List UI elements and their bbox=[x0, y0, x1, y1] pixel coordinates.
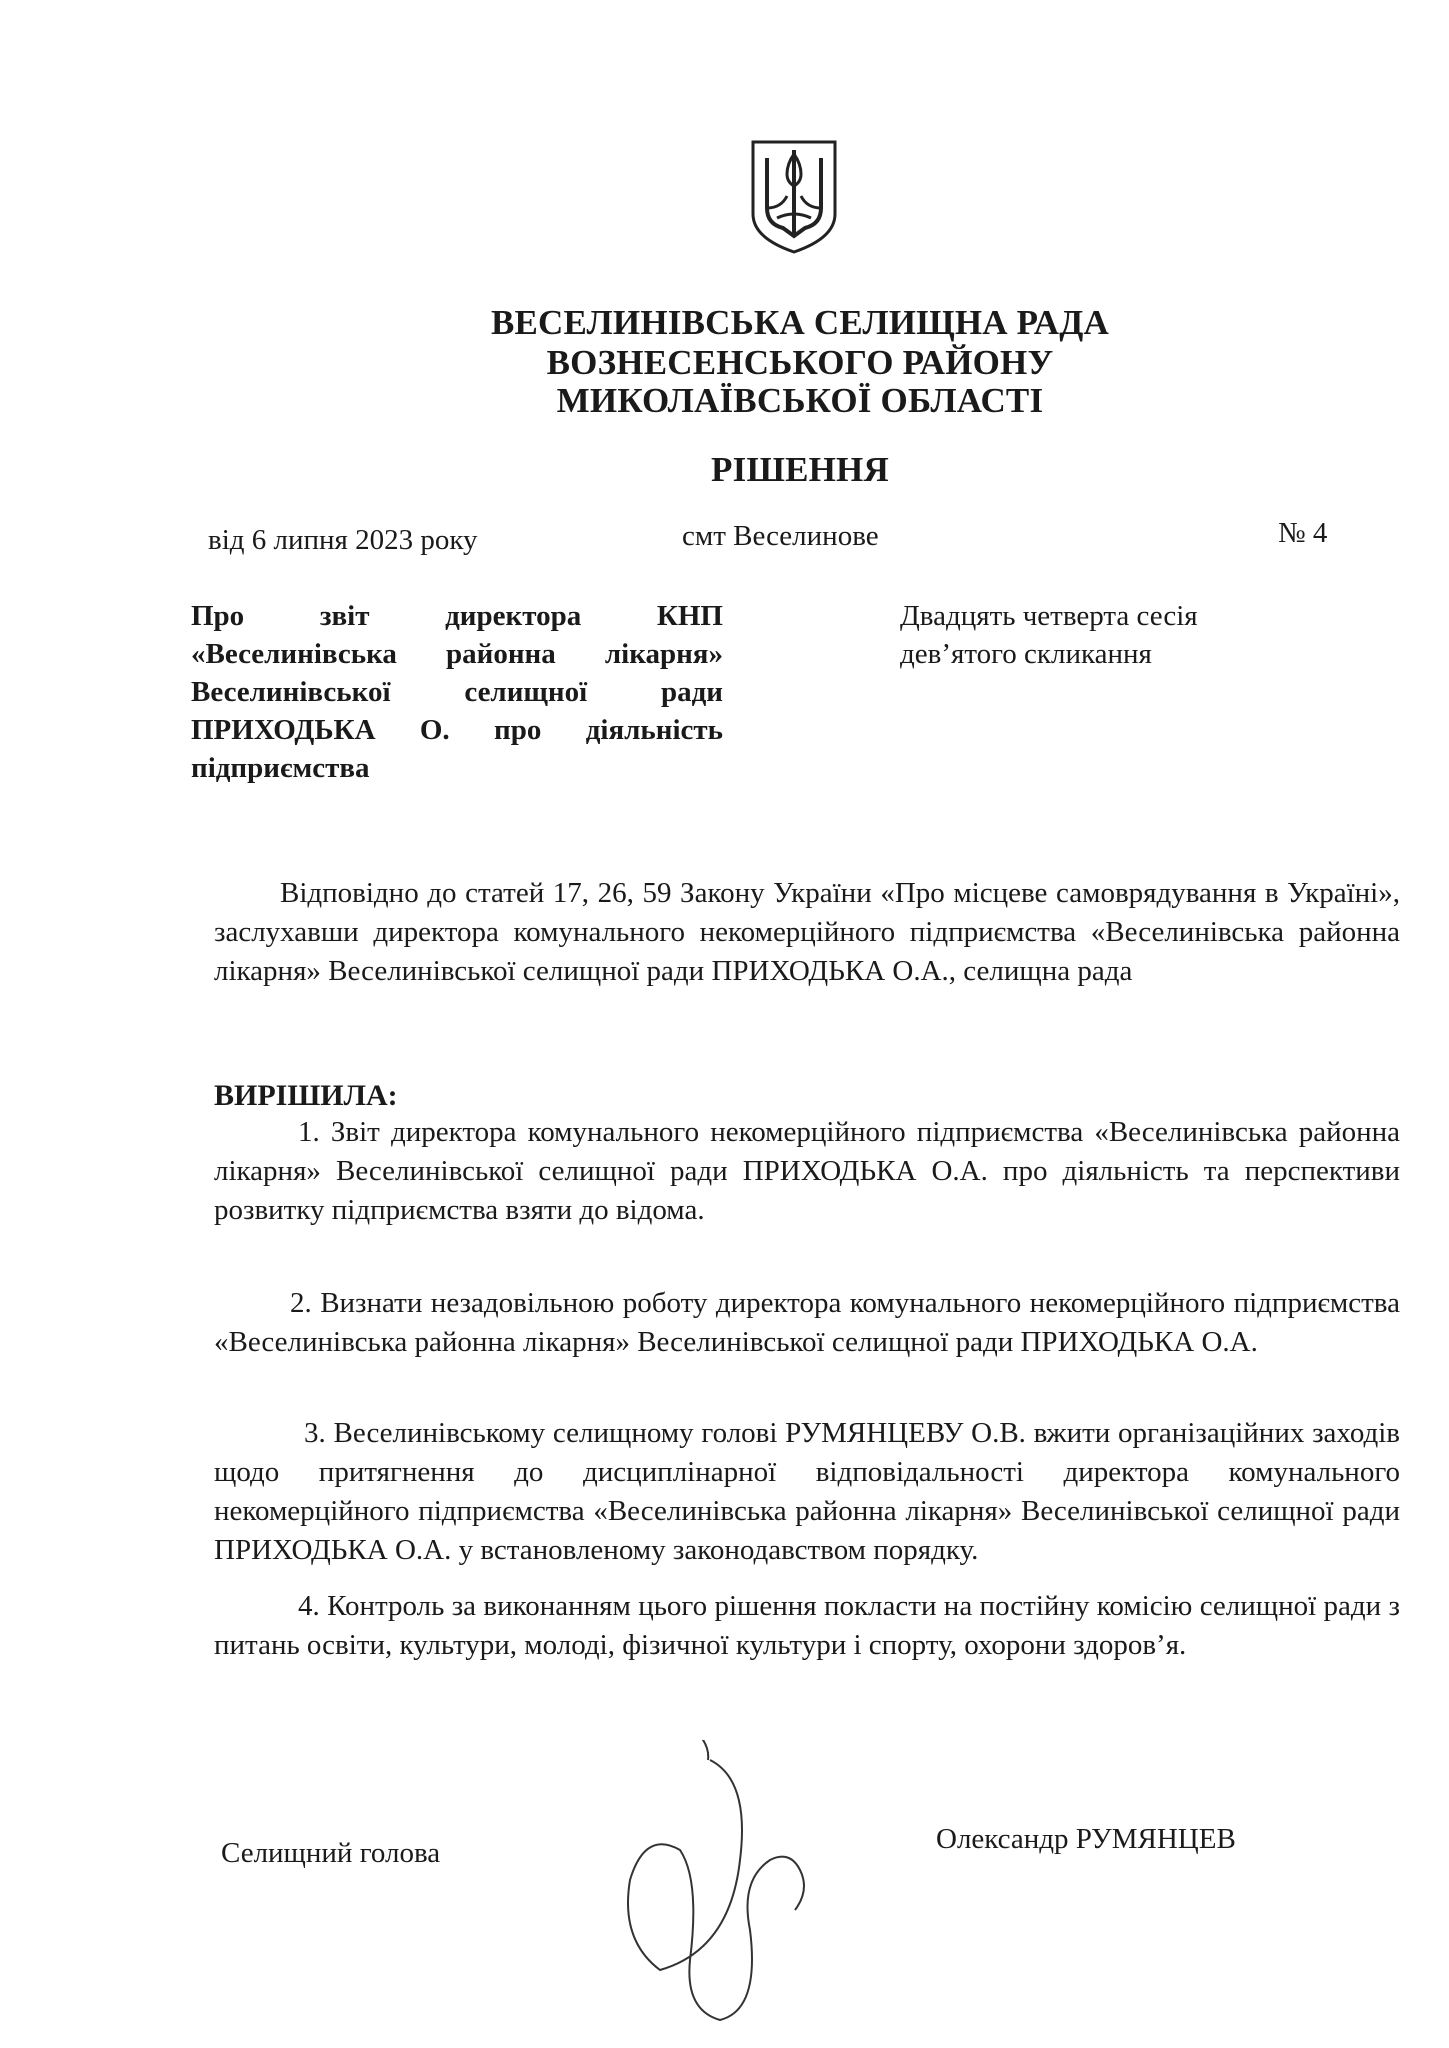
document-place: смт Веселинове bbox=[682, 520, 879, 552]
handwritten-signature bbox=[600, 1740, 850, 2040]
organization-name-line2: ВОЗНЕСЕНСЬКОГО РАЙОНУ bbox=[546, 343, 1054, 382]
document-number: № 4 bbox=[1278, 517, 1328, 549]
decided-label: ВИРІШИЛА: bbox=[214, 1079, 398, 1112]
coat-of-arms-icon bbox=[747, 138, 841, 256]
decision-item-1: 1. Звіт директора комунального некомерційного підприємства «Веселинівська районна лікарня» Веселинівської селищної ради ПРИХОДЬКА О.А. про діяльність та перспективи розвитку підприємства взяти до відома. bbox=[214, 1116, 1400, 1226]
document-date: від 6 липня 2023 року bbox=[208, 524, 478, 556]
session-line1: Двадцять четверта сесія bbox=[900, 600, 1198, 632]
signatory-title: Селищний голова bbox=[221, 1837, 441, 1869]
decision-item-3: 3. Веселинівському селищному голові РУМЯНЦЕВУ О.В. вжити організаційних заходів щодо притягнення до дисциплінарної відповідальності директора комунального некомерційного підприємства «Веселинівська районна лікарня» Веселинівської селищної ради ПРИХОДЬКА О.А. у встановленому законодавством порядку. bbox=[214, 1417, 1400, 1566]
organization-name-line3: МИКОЛАЇВСЬКОЇ ОБЛАСТІ bbox=[556, 381, 1044, 420]
decision-item-4: 4. Контроль за виконанням цього рішення покласти на постійну комісію селищної ради з питань освіти, культури, молоді, фізичної культури і спорту, охорони здоров’я. bbox=[214, 1590, 1400, 1661]
session-line2: дев’ятого скликання bbox=[900, 638, 1152, 670]
legal-basis-paragraph: Відповідно до статей 17, 26, 59 Закону України «Про місцеве самоврядування в Україні», заслухавши директора комунального некомерційного підприємства «Веселинівська районна лікарня» Веселинівської селищної ради ПРИХОДЬКА О.А., селищна рада bbox=[214, 877, 1400, 987]
signatory-name: Олександр РУМЯНЦЕВ bbox=[936, 1823, 1236, 1855]
decision-item-2: 2. Визнати незадовільною роботу директора комунального некомерційного підприємства «Веселинівська районна лікарня» Веселинівської селищної ради ПРИХОДЬКА О.А. bbox=[214, 1287, 1400, 1358]
document-type-title: РІШЕННЯ bbox=[711, 450, 889, 489]
session-info bbox=[900, 597, 1300, 673]
organization-name-line1: ВЕСЕЛИНІВСЬКА СЕЛИЩНА РАДА bbox=[490, 303, 1110, 342]
decision-subject: Про звіт директора КНП «Веселинівська районна лікарня» Веселинівської селищної ради ПРИХОДЬКА О. про діяльність підприємства bbox=[191, 600, 723, 784]
